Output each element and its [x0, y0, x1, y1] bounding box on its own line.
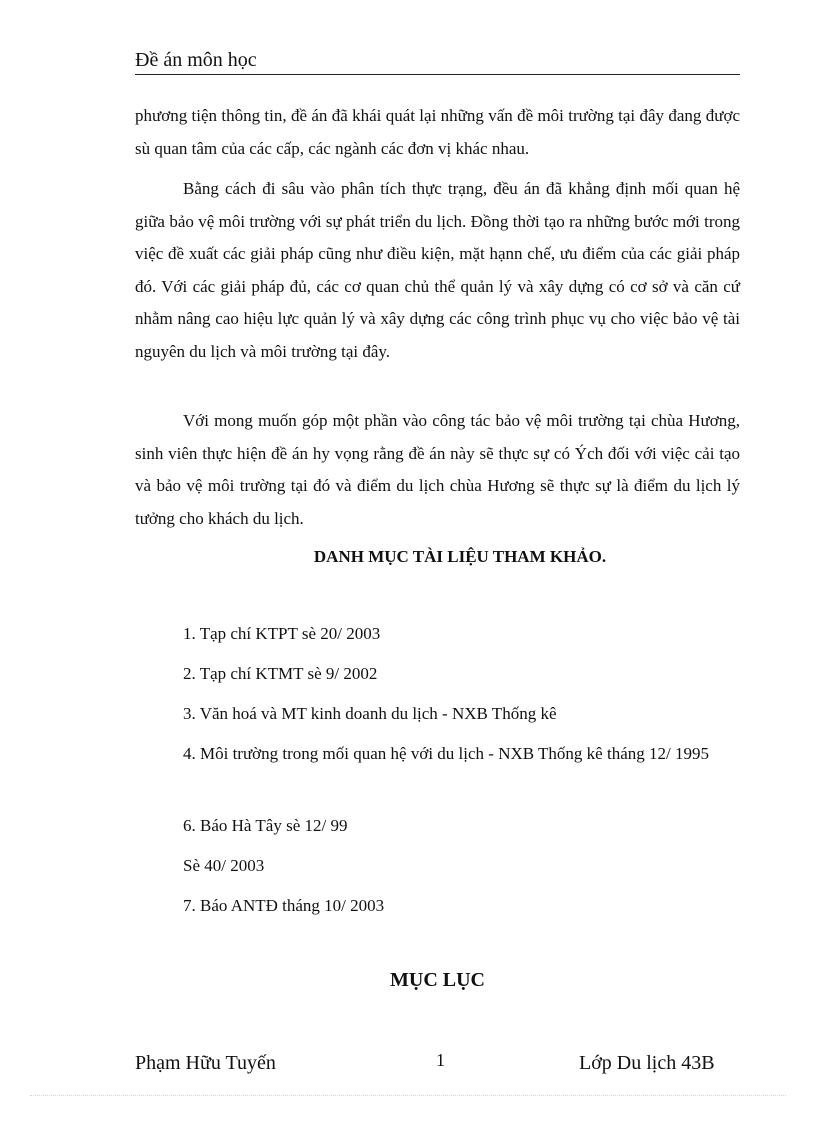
reference-item: 7. Báo ANTĐ tháng 10/ 2003 — [183, 896, 385, 915]
reference-item: 4. Môi trường trong mối quan hệ với du lịch - NXB Thống kê tháng 12/ 1995 — [183, 744, 709, 763]
references-heading: DANH MỤC TÀI LIỆU THAM KHẢO. — [313, 547, 607, 566]
table-of-contents-heading: MỤC LỤC — [390, 969, 485, 991]
body-paragraph-1: phương tiện thông tin, đề án đã khái quát lại những vấn đề môi trường tại đây đang được sù quan tâm của các cấp, các ngành các đơn vị khác nhau. — [135, 106, 740, 158]
page-header-title: Đề án môn học — [135, 48, 740, 75]
reference-item: 6. Báo Hà Tây sè 12/ 99 — [183, 816, 348, 835]
reference-item: 3. Văn hoá và MT kinh doanh du lịch - NXB Thống kê — [183, 704, 557, 723]
footer-page-number: 1 — [436, 1050, 445, 1070]
footer-class-name: Lớp Du lịch 43B — [579, 1052, 715, 1074]
reference-item: 1. Tạp chí KTPT sè 20/ 2003 — [183, 624, 381, 643]
reference-item: 2. Tạp chí KTMT sè 9/ 2002 — [183, 664, 378, 683]
body-paragraph-2: Bằng cách đi sâu vào phân tích thực trạng, đều án đã khẳng định mối quan hệ giữa bảo vệ môi trường với sự phát triển du lịch. Đồng thời tạo ra những bước mới trong việc đề xuất các giải pháp cũng như điều kiện, mặt hạnn chế, ưu điểm của các giải pháp đó. Với các giải pháp đủ, các cơ quan chủ thể quản lý và xây dựng có cơ sở và căn cứ nhằm nâng cao hiệu lực quản lý và xây dựng các công trình phục vụ cho việc bảo vệ tài nguyên du lịch và môi trường tại đây. — [135, 179, 740, 361]
reference-item: Sè 40/ 2003 — [183, 856, 265, 875]
page-bottom-divider — [30, 1095, 786, 1096]
footer-author: Phạm Hữu Tuyến — [135, 1052, 276, 1074]
body-paragraph-3: Với mong muốn góp một phần vào công tác bảo vệ môi trường tại chùa Hương, sinh viên thực hiện đề án hy vọng rằng đề án này sẽ thực sự có Ých đối với việc cải tạo và bảo vệ môi trường tại đó và điểm du lịch chùa Hương sẽ thực sự là điểm du lịch lý tưởng cho khách du lịch. — [135, 411, 740, 528]
